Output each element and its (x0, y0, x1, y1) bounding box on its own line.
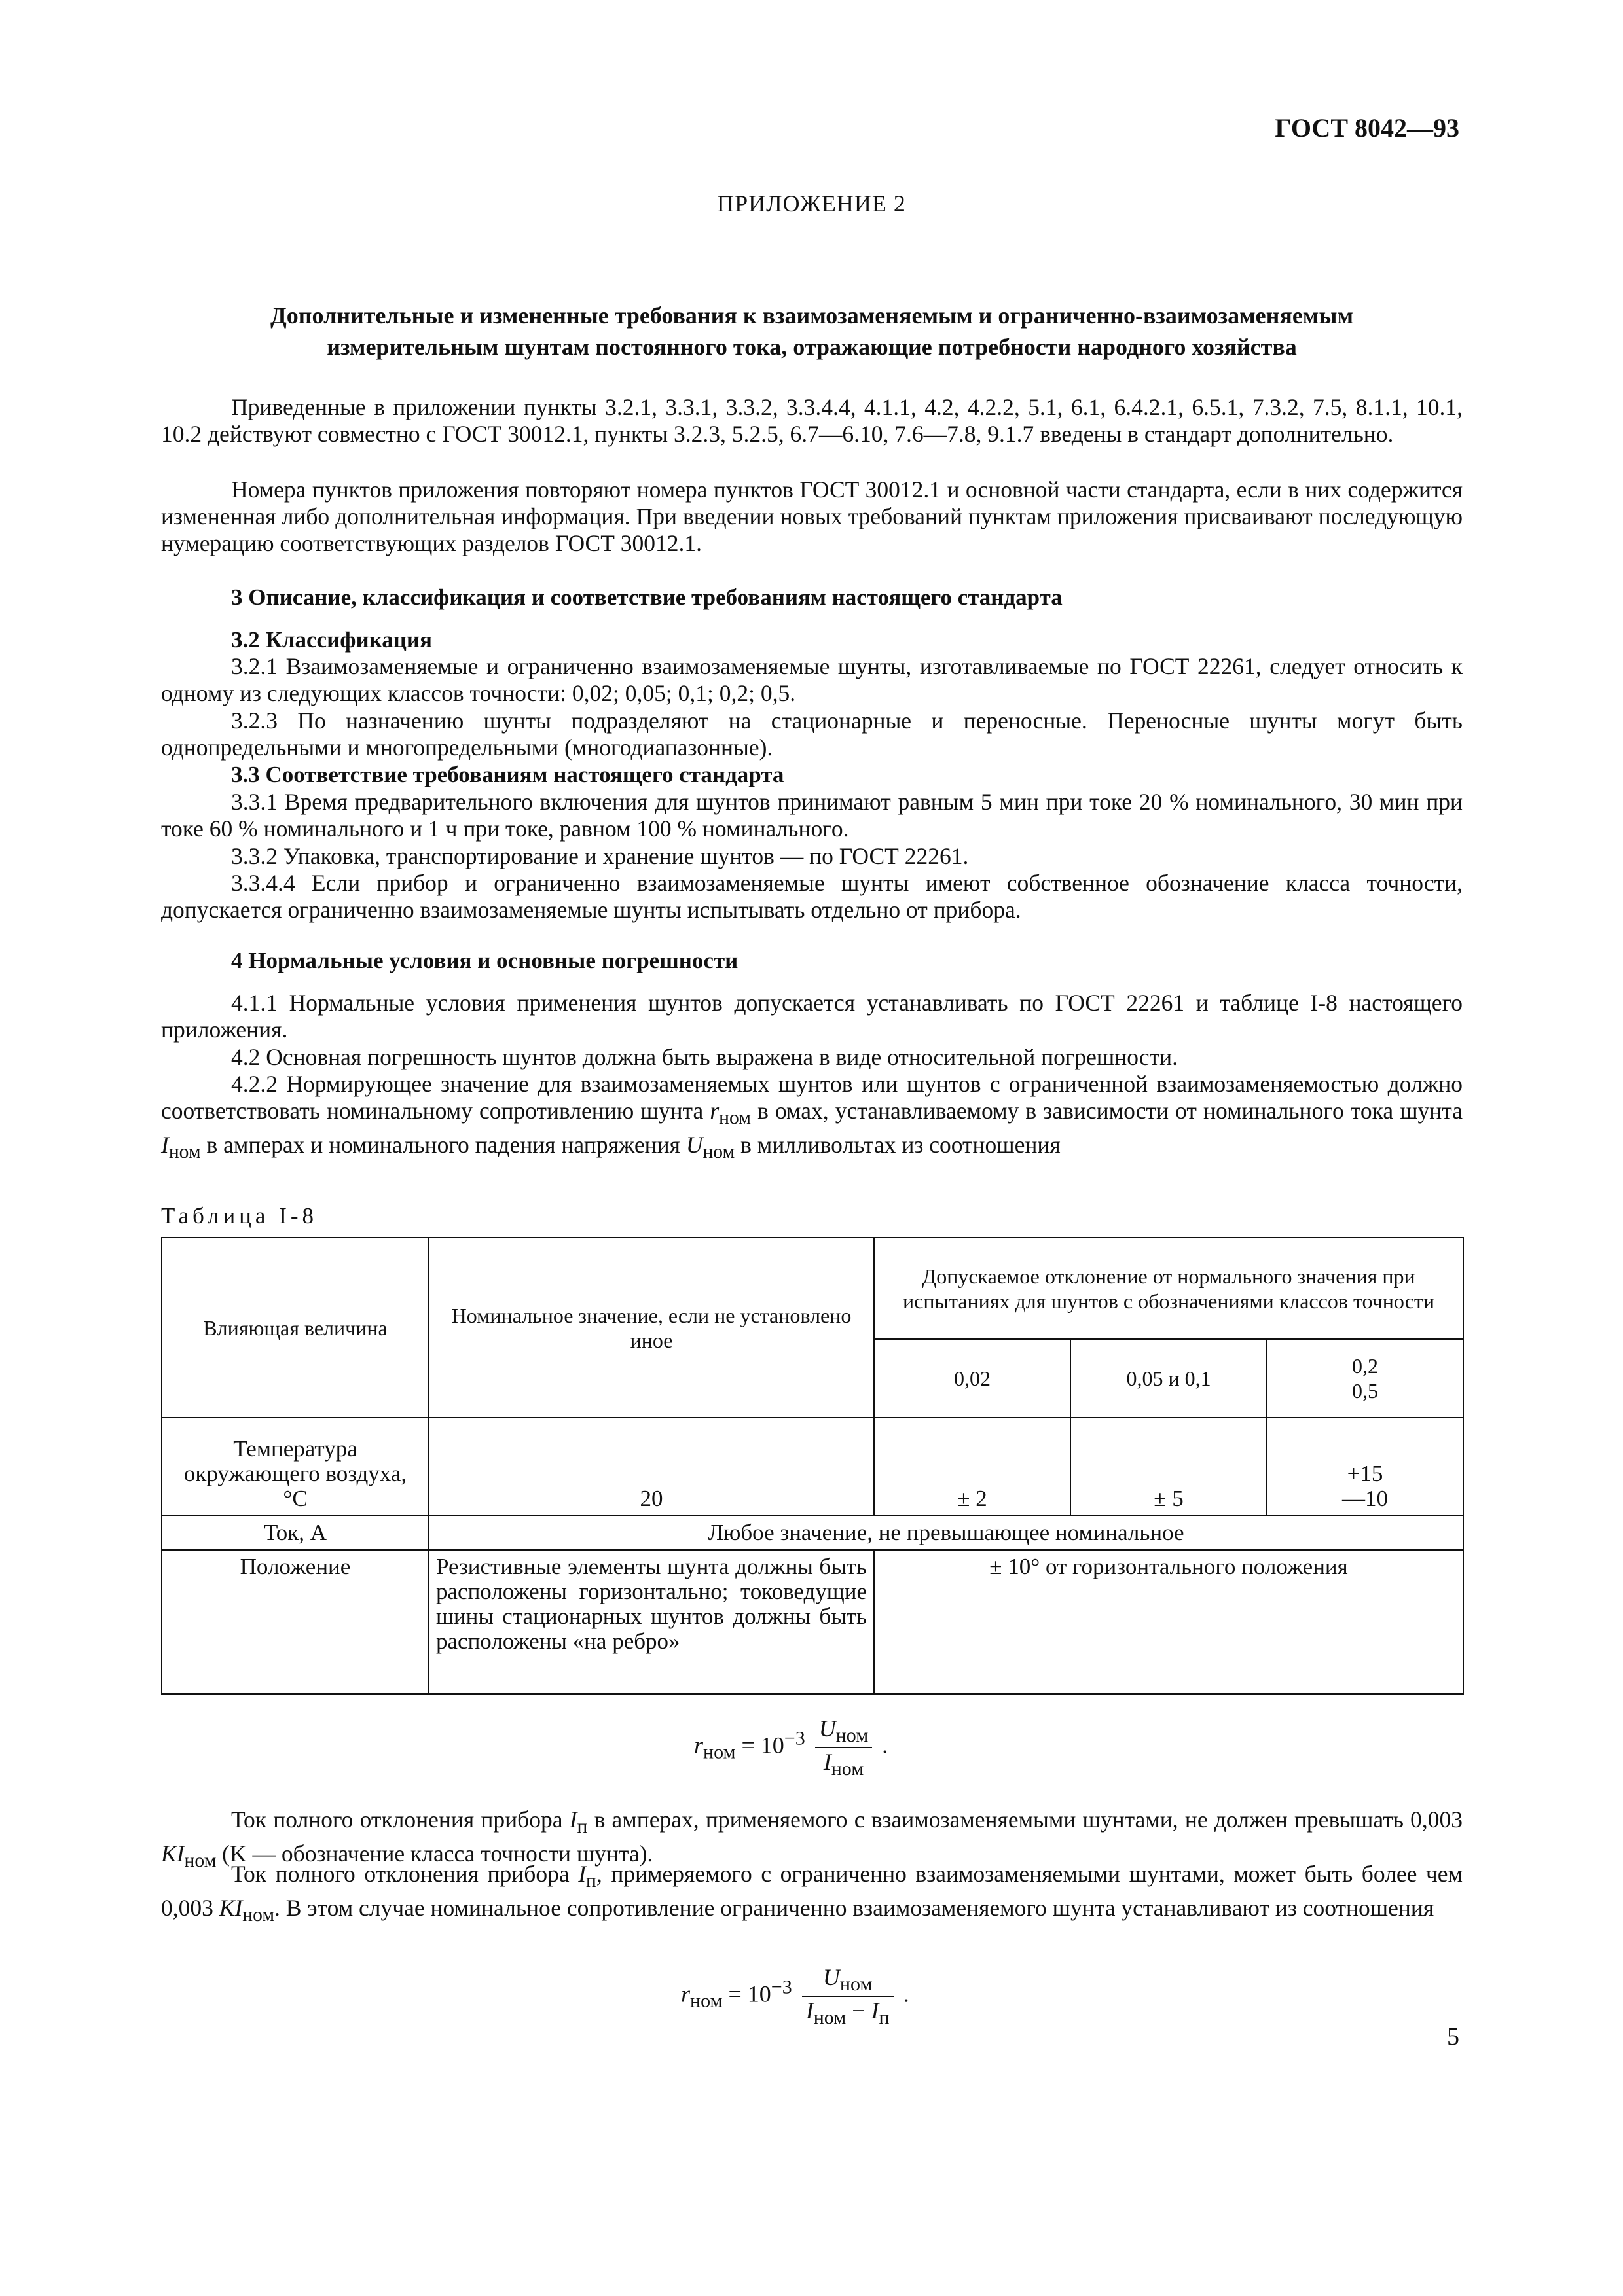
intro-paragraph-2: Номера пунктов приложения повторяют номера пунктов ГОСТ 30012.1 и основной части стандарта, если в них содержится измененная либо дополнительная информация. При введении новых требований пунктам приложения присваивают последующую нумерацию соответствующих разделов ГОСТ 30012.1. (161, 476, 1463, 556)
title-line-1: Дополнительные и измененные требования к взаимозаменяемым и ограниченно-взаимозаменяемым (270, 302, 1353, 329)
formula-limited-shunt-resistance: $r_{ном} = 10^{-3}$ $\frac{U_{ном}}{I_{ном} - I_п}$ . (681, 1964, 909, 2029)
header-class-0-02: 0,02 (874, 1339, 1070, 1418)
deflection-current-paragraph-1: Ток полного отклонения прибора $I_п$ в амперах, применяемого с взаимозаменяемыми шунтами, не должен превышать 0,003 $KI_{ном}$ (K — обозначение класса точности шунта). (161, 1806, 1463, 1872)
row-temperature-dev-3: +15 —10 (1267, 1418, 1463, 1516)
clause-3-3-2: 3.3.2 Упаковка, транспортирование и хранение шунтов — по ГОСТ 22261. (231, 843, 969, 869)
section-3-heading: 3 Описание, классификация и соответствие требованиям настоящего стандарта (231, 584, 1063, 610)
row-position-nominal: Резистивные элементы шунта должны быть расположены горизонтально; токоведущие шины стационарных шунтов должны быть расположены «на ребро» (429, 1550, 874, 1694)
subsection-3-2-heading: 3.2 Классификация (231, 627, 433, 653)
row-temperature-dev-2: ± 5 (1070, 1418, 1267, 1516)
clause-3-2-1: 3.2.1 Взаимозаменяемые и ограниченно взаимозаменяемые шунты, изготавливаемые по ГОСТ 22261, следует относить к одному из следующих классов точности: 0,02; 0,05; 0,1; 0,2; 0,5. (161, 653, 1463, 706)
fraction: $\frac{U_{ном}}{I_{ном}}$ (815, 1715, 872, 1780)
header-influencing-quantity: Влияющая величина (162, 1238, 429, 1418)
clause-4-2: 4.2 Основная погрешность шунтов должна быть выражена в виде относительной погрешности. (231, 1044, 1178, 1070)
document-code: ГОСТ 8042—93 (1275, 113, 1459, 143)
row-current-value: Любое значение, не превышающее номинальное (429, 1516, 1463, 1550)
header-permissible-deviation: Допускаемое отклонение от нормального значения при испытаниях для шунтов с обозначениями классов точности (874, 1238, 1463, 1339)
row-temperature-dev-1: ± 2 (874, 1418, 1070, 1516)
intro-paragraph-1: Приведенные в приложении пункты 3.2.1, 3.3.1, 3.3.2, 3.3.4.4, 4.1.1, 4.2, 4.2.2, 5.1, 6.1, 6.4.2.1, 6.5.1, 7.3.2, 7.5, 8.1.1, 10.1, 10.2 действуют совместно с ГОСТ 30012.1, пункты 3.2.3, 5.2.5, 6.7—6.10, 7.6—7.8, 9.1.7 введены в стандарт дополнительно. (161, 394, 1463, 447)
row-temperature-label: Температура окружающего воздуха, °С (162, 1418, 429, 1516)
clause-3-2-3: 3.2.3 По назначению шунты подразделяют на стационарные и переносные. Переносные шунты могут быть однопредельными и многопредельными (многодиапазонные). (161, 708, 1463, 761)
table-i-8 (161, 1237, 1464, 1695)
clause-3-3-4-4: 3.3.4.4 Если прибор и ограниченно взаимозаменяемые шунты имеют собственное обозначение класса точности, допускается ограниченно взаимозаменяемые шунты испытывать отдельно от прибора. (161, 870, 1463, 923)
clause-4-1-1: 4.1.1 Нормальные условия применения шунтов допускается устанавливать по ГОСТ 22261 и таблице I-8 настоящего приложения. (161, 990, 1463, 1043)
header-class-0-2-0-5: 0,2 0,5 (1267, 1339, 1463, 1418)
clause-3-3-1: 3.3.1 Время предварительного включения для шунтов принимают равным 5 мин при токе 20 % номинального, 30 мин при токе 60 % номинального и 1 ч при токе, равном 100 % номинального. (161, 789, 1463, 842)
row-position-deviation: ± 10° от горизонтального положения (874, 1550, 1463, 1694)
row-temperature-nominal: 20 (429, 1418, 874, 1516)
header-nominal-value: Номинальное значение, если не установлено иное (429, 1238, 874, 1418)
appendix-title (161, 300, 1463, 363)
appendix-label: ПРИЛОЖЕНИЕ 2 (717, 190, 906, 217)
clause-4-2-2: 4.2.2 Нормирующее значение для взаимозаменяемых шунтов или шунтов с ограниченной взаимозаменяемостью должно соответствовать номинальному сопротивлению шунта $r_{ном}$ в омах, устанавливаемому в зависимости от номинального тока шунта $I_{ном}$ в амперах и номинального падения напряжения $U_{ном}$ в милливольтах из соотношения (161, 1071, 1463, 1163)
page-number: 5 (1447, 2023, 1459, 2051)
section-4-heading: 4 Нормальные условия и основные погрешности (231, 948, 739, 973)
header-class-0-05-0-1: 0,05 и 0,1 (1070, 1339, 1267, 1418)
deflection-current-paragraph-2: Ток полного отклонения прибора $I_п$, примеряемого с ограниченно взаимозаменяемыми шунтами, может быть более чем 0,003 $KI_{ном}$. В этом случае номинальное сопротивление ограниченно взаимозаменяемого шунта устанавливают из соотношения (161, 1861, 1463, 1926)
fraction: $\frac{U_{ном}}{I_{ном} - I_п}$ (802, 1964, 894, 2029)
subsection-3-3-heading: 3.3 Соответствие требованиям настоящего стандарта (231, 762, 784, 787)
title-line-2: измерительным шунтам постоянного тока, отражающие потребности народного хозяйства (327, 334, 1297, 360)
table-caption: Таблица I-8 (161, 1203, 318, 1229)
row-current-label: Ток, А (162, 1516, 429, 1550)
formula-nominal-resistance: $r_{ном} = 10^{-3}$ $\frac{U_{ном}}{I_{ном}}$ . (694, 1715, 888, 1780)
row-position-label: Положение (162, 1550, 429, 1694)
